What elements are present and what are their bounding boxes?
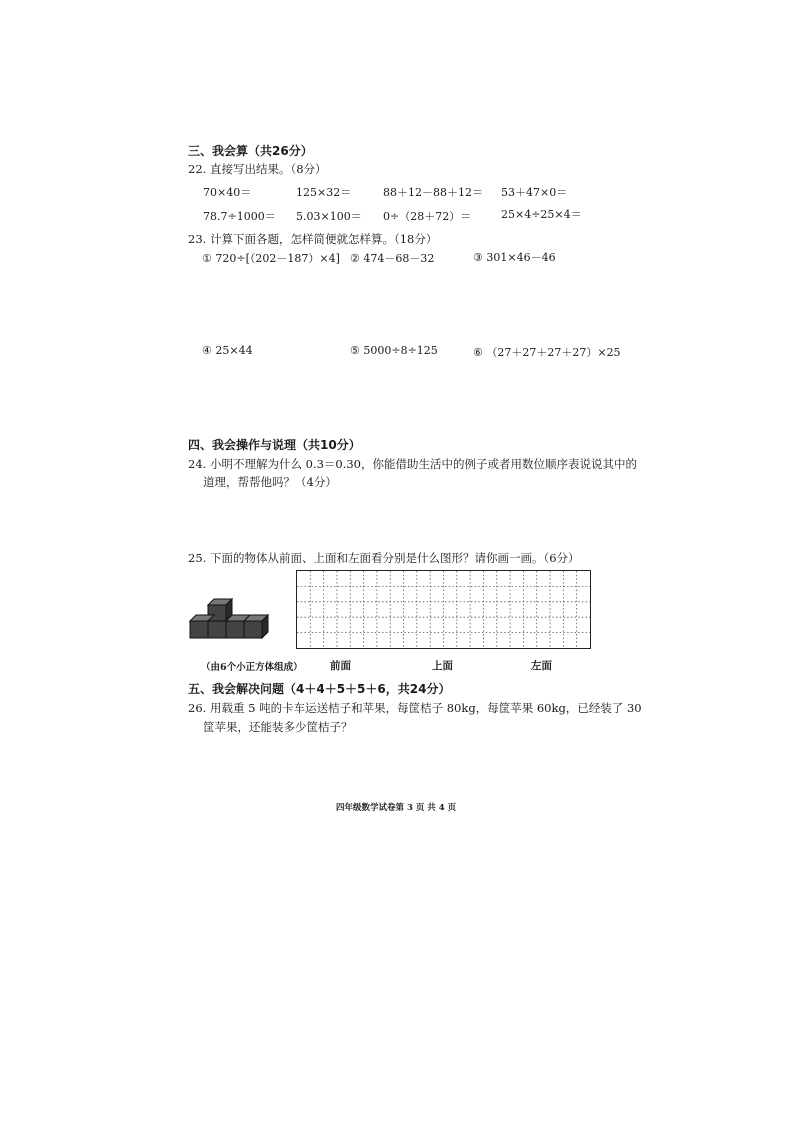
q25-prompt: 25. 下面的物体从前面、上面和左面看分别是什么图形？请你画一画。（6分）: [188, 551, 580, 565]
q22-item: 88＋12－88＋12＝: [383, 186, 483, 199]
cube-figure: [186, 596, 276, 642]
view-label-front: 前面: [330, 660, 351, 672]
cube: [244, 615, 268, 638]
q23-item: ⑤ 5000÷8÷125: [350, 344, 438, 357]
q23-item: ② 474－68－32: [350, 252, 435, 265]
page-footer: 四年级数学试卷第 3 页 共 4 页: [336, 803, 457, 813]
q22-item: 125×32＝: [296, 186, 352, 199]
q24-line2: 道理，帮帮他吗？（4分）: [203, 475, 337, 489]
section4-title: 四、我会操作与说理（共10分）: [188, 438, 361, 452]
figure-caption: （由6个小正方体组成）: [201, 662, 303, 673]
view-label-left: 左面: [531, 660, 552, 672]
q22-item: 70×40＝: [203, 186, 252, 199]
q26-line1: 26. 用载重 5 吨的卡车运送桔子和苹果，每筐桔子 80kg，每筐苹果 60kg，已经装了 30: [188, 701, 642, 715]
cube: [208, 621, 226, 638]
q22-item: 53＋47×0＝: [501, 186, 568, 199]
q22-prompt: 22. 直接写出结果。（8分）: [188, 162, 327, 176]
q24-line1: 24. 小明不理解为什么 0.3＝0.30，你能借助生活中的例子或者用数位顺序表说说其中的: [188, 457, 637, 471]
q23-item: ④ 25×44: [202, 344, 253, 357]
q23-prompt: 23. 计算下面各题，怎样简便就怎样算。（18分）: [188, 232, 438, 246]
q23-item: ⑥ （27＋27＋27＋27）×25: [473, 346, 621, 359]
section3-title: 三、我会算（共26分）: [188, 144, 313, 158]
q23-item: ③ 301×46－46: [473, 251, 556, 264]
view-label-top: 上面: [432, 660, 453, 672]
q22-item: 78.7÷1000＝: [203, 210, 276, 223]
q23-item: ① 720÷[（202－187）×4]: [202, 252, 340, 265]
drawing-grid[interactable]: [296, 570, 591, 649]
q22-item: 25×4÷25×4＝: [501, 208, 582, 221]
q26-line2: 筐苹果，还能装多少筐桔子？: [203, 720, 353, 734]
q22-item: 0÷（28＋72）＝: [383, 210, 472, 223]
q22-item: 5.03×100＝: [296, 210, 362, 223]
section5-title: 五、我会解决问题（4＋4＋5＋5＋6，共24分）: [188, 682, 451, 696]
